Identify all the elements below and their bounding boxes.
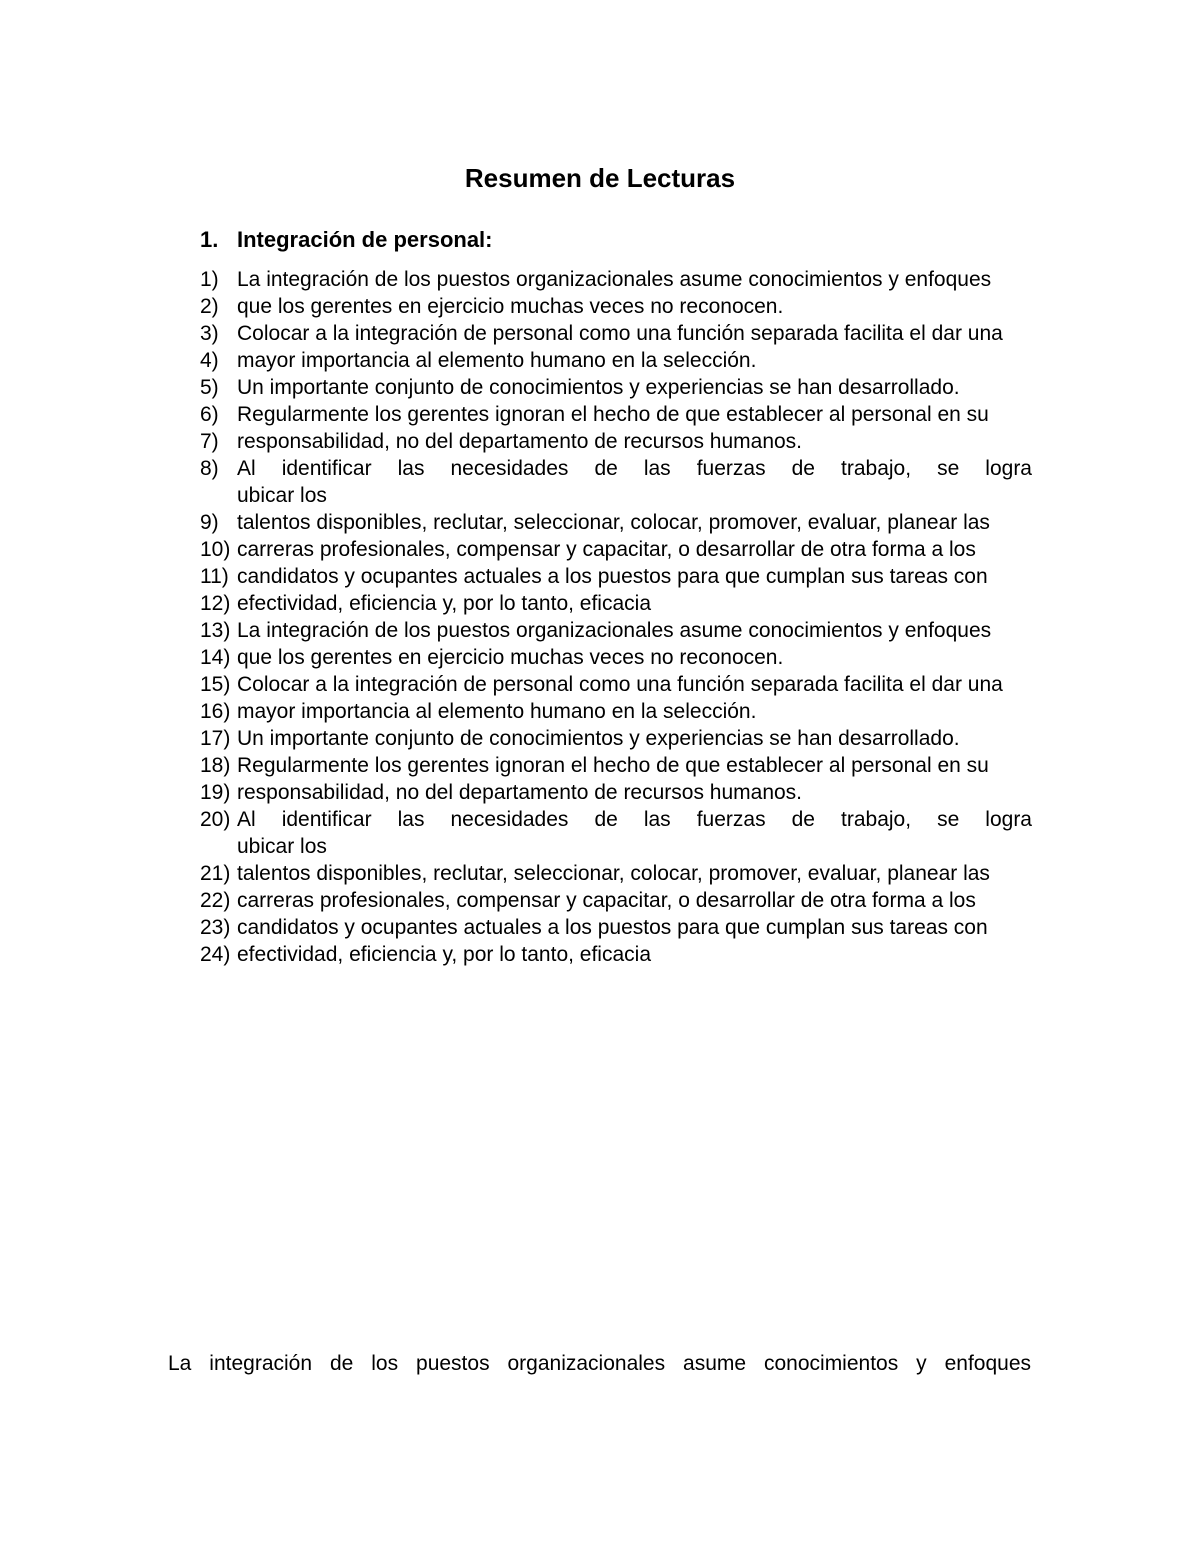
list-item (200, 455, 1032, 509)
list-marker: 20) (200, 808, 231, 831)
list-item-text: mayor importancia al elemento humano en la selección. (237, 700, 757, 723)
list-item (200, 617, 1032, 644)
list-item-text: La integración de los puestos organizacionales asume conocimientos y enfoques (237, 268, 992, 291)
list-marker: 16) (200, 700, 231, 723)
list-item (200, 374, 1032, 401)
list-item-text: efectividad, eficiencia y, por lo tanto, eficacia (237, 592, 652, 615)
list-item-text: Al identificar las necesidades de las fuerzas de trabajo, se logra (237, 808, 1032, 831)
section-heading-text: Integración de personal: (237, 227, 493, 252)
list-marker: 13) (200, 619, 231, 642)
list-marker: 18) (200, 754, 231, 777)
list-marker: 3) (200, 322, 219, 345)
list-item (200, 509, 1032, 536)
list-item-text: mayor importancia al elemento humano en la selección. (237, 349, 757, 372)
list-item (200, 725, 1032, 752)
list-item-text: talentos disponibles, reclutar, seleccionar, colocar, promover, evaluar, planear las (237, 862, 990, 885)
list-item-text: candidatos y ocupantes actuales a los puestos para que cumplan sus tareas con (237, 565, 988, 588)
list-item (200, 779, 1032, 806)
list-item (200, 590, 1032, 617)
list-item-text: Un importante conjunto de conocimientos y experiencias se han desarrollado. (237, 727, 960, 750)
list-marker: 15) (200, 673, 231, 696)
list-marker: 12) (200, 592, 231, 615)
list-marker: 14) (200, 646, 231, 669)
list-item (200, 941, 1032, 968)
list-item (200, 536, 1032, 563)
list-item (200, 644, 1032, 671)
list-marker: 2) (200, 295, 219, 318)
section-number: 1. (200, 227, 219, 252)
numbered-list (200, 266, 1032, 968)
list-item (200, 428, 1032, 455)
list-item-text: carreras profesionales, compensar y capacitar, o desarrollar de otra forma a los (237, 889, 976, 912)
list-marker: 7) (200, 430, 219, 453)
list-marker: 8) (200, 457, 219, 480)
list-item-text-continued: ubicar los (237, 484, 327, 507)
list-item-text: Al identificar las necesidades de las fuerzas de trabajo, se logra (237, 457, 1032, 480)
list-item (200, 401, 1032, 428)
list-item (200, 347, 1032, 374)
list-marker: 5) (200, 376, 219, 399)
list-item-text: candidatos y ocupantes actuales a los puestos para que cumplan sus tareas con (237, 916, 988, 939)
list-item-text: talentos disponibles, reclutar, seleccionar, colocar, promover, evaluar, planear las (237, 511, 990, 534)
list-item-text-continued: ubicar los (237, 835, 327, 858)
list-item-text: La integración de los puestos organizacionales asume conocimientos y enfoques (237, 619, 992, 642)
list-item-text: responsabilidad, no del departamento de recursos humanos. (237, 781, 803, 804)
list-item (200, 752, 1032, 779)
list-item (200, 806, 1032, 860)
list-item (200, 887, 1032, 914)
list-item-text: Colocar a la integración de personal como una función separada facilita el dar una (237, 673, 1003, 696)
list-marker: 1) (200, 268, 219, 291)
list-item-text: Colocar a la integración de personal como una función separada facilita el dar una (237, 322, 1003, 345)
list-marker: 21) (200, 862, 231, 885)
list-item (200, 563, 1032, 590)
list-item-text: carreras profesionales, compensar y capacitar, o desarrollar de otra forma a los (237, 538, 976, 561)
list-marker: 24) (200, 943, 231, 966)
list-marker: 17) (200, 727, 231, 750)
list-item-text: Regularmente los gerentes ignoran el hecho de que establecer al personal en su (237, 403, 989, 426)
list-marker: 6) (200, 403, 219, 426)
list-marker: 4) (200, 349, 219, 372)
list-marker: 11) (200, 565, 229, 588)
list-item-text: responsabilidad, no del departamento de recursos humanos. (237, 430, 803, 453)
list-item-text: efectividad, eficiencia y, por lo tanto, eficacia (237, 943, 652, 966)
list-item (200, 698, 1032, 725)
list-item-text: Regularmente los gerentes ignoran el hecho de que establecer al personal en su (237, 754, 989, 777)
list-item-text: Un importante conjunto de conocimientos y experiencias se han desarrollado. (237, 376, 960, 399)
list-marker: 10) (200, 538, 231, 561)
list-item (200, 671, 1032, 698)
list-item-text: que los gerentes en ejercicio muchas veces no reconocen. (237, 295, 784, 318)
list-marker: 9) (200, 511, 219, 534)
body-paragraph: La integración de los puestos organizacionales asume conocimientos y enfoques (168, 1352, 1031, 1375)
list-marker: 23) (200, 916, 231, 939)
document-title: Resumen de Lecturas (464, 163, 736, 193)
list-item (200, 293, 1032, 320)
section-heading (200, 225, 493, 255)
list-marker: 22) (200, 889, 231, 912)
list-item (200, 860, 1032, 887)
list-item (200, 266, 1032, 293)
list-item (200, 320, 1032, 347)
list-marker: 19) (200, 781, 231, 804)
list-item-text: que los gerentes en ejercicio muchas veces no reconocen. (237, 646, 784, 669)
list-item (200, 914, 1032, 941)
